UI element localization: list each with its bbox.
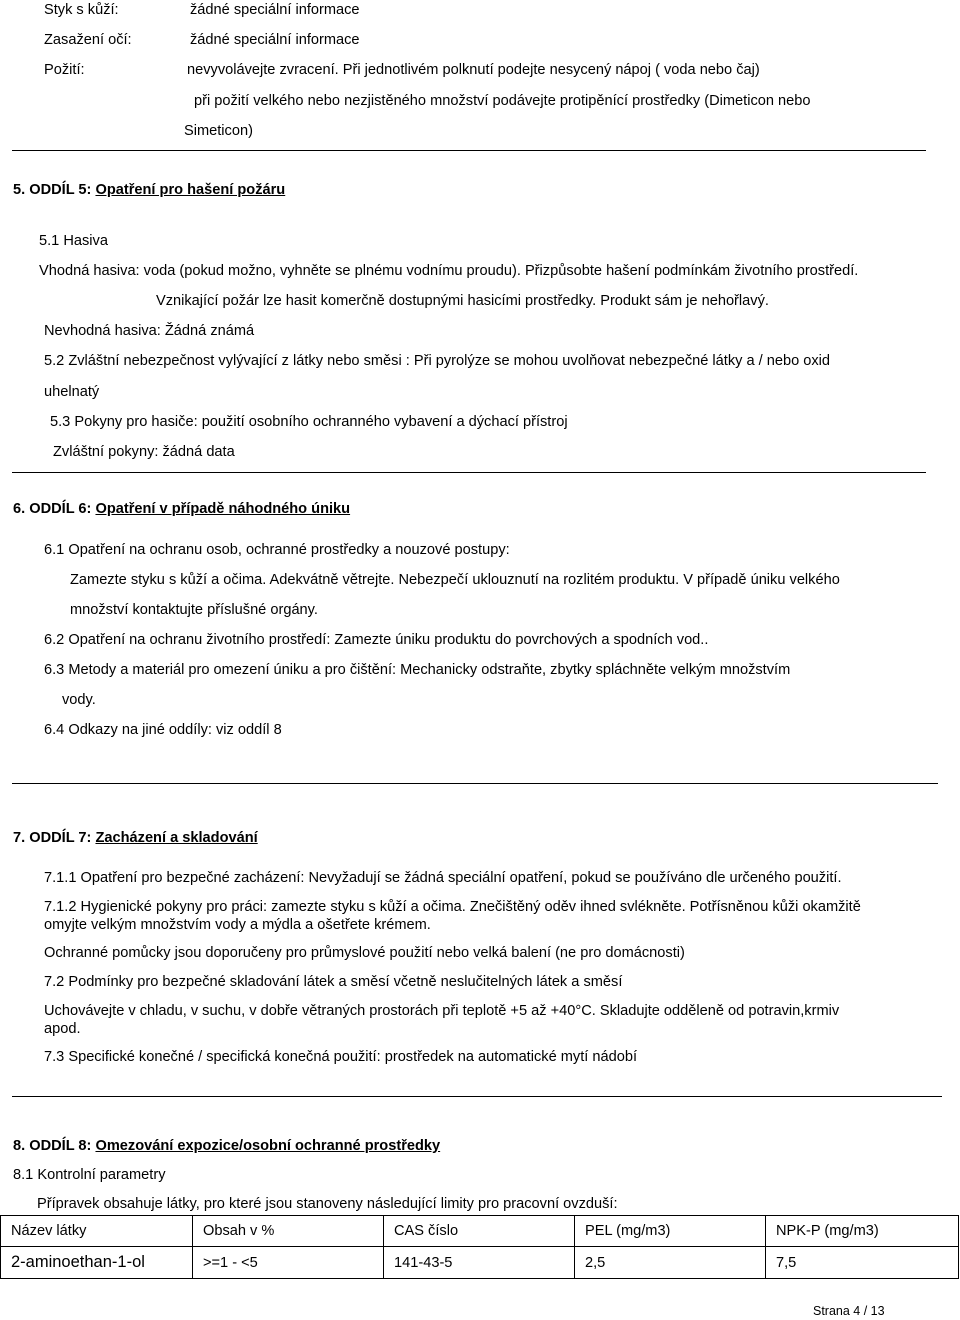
suitable-media-line2: Vznikající požár lze hasit komerčně dostupnými hasicími prostředky. Produkt sám je nehořlavý. — [156, 293, 769, 309]
s73-text: 7.3 Specifické konečné / specifická konečná použití: prostředek na automatické mytí nádobí — [44, 1049, 637, 1065]
s64-text: 6.4 Odkazy na jiné oddíly: viz oddíl 8 — [44, 722, 282, 738]
unsuitable-media: Nevhodná hasiva: Žádná známá — [44, 323, 255, 339]
section6-number: 6. ODDÍL 6: — [13, 501, 92, 517]
section-divider — [12, 472, 926, 473]
table-header-row — [1, 1216, 959, 1247]
header-substance-name: Název látky — [1, 1216, 193, 1247]
ingestion-text-line3: Simeticon) — [184, 123, 253, 139]
s63-text-line2: vody. — [62, 692, 96, 708]
s711-text: 7.1.1 Opatření pro bezpečné zacházení: Nevyžadují se žádná speciální opatření, pokud se používáno dle určeného použití. — [44, 870, 842, 886]
header-pel: PEL (mg/m3) — [575, 1216, 766, 1247]
section-divider — [12, 1096, 942, 1097]
section5-title: Opatření pro hašení požáru — [95, 182, 286, 198]
s62-text: 6.2 Opatření na ochranu životního prostředí: Zamezte úniku produktu do povrchových a spodních vod.. — [44, 632, 709, 648]
s52-line2: uhelnatý — [44, 384, 100, 400]
special-instructions: Zvláštní pokyny: žádná data — [53, 444, 235, 460]
section5-number: 5. ODDÍL 5: — [13, 182, 92, 198]
section-divider — [12, 150, 926, 151]
suitable-media-line1: Vhodná hasiva: voda (pokud možno, vyhněte se plnému vodnímu proudu). Přizpůsobte hašení podmínkám životního prostředí. — [39, 263, 859, 279]
section6-title: Opatření v případě náhodného úniku — [95, 501, 351, 517]
cell-npk-p: 7,5 — [766, 1247, 959, 1279]
s52-line1: 5.2 Zvláštní nebezpečnost vylývající z látky nebo směsi : Při pyrolýze se mohou uvolňovat nebezpečné látky a / nebo oxid — [44, 353, 831, 369]
s61-text-line2: množství kontaktujte příslušné orgány. — [70, 602, 318, 618]
cell-content-percent: >=1 - <5 — [193, 1247, 384, 1279]
page-number: Strana 4 / 13 — [813, 1304, 885, 1318]
eye-contact-label: Zasažení očí: — [44, 32, 132, 48]
ingestion-text-line2: při požití velkého nebo nezjistěného množství podávejte protipěnící prostředky (Dimeticon nebo — [194, 93, 811, 109]
header-content-percent: Obsah v % — [193, 1216, 384, 1247]
s712-text-line2: omyjte velkým množstvím vody a mýdla a ošetřete krémem. — [44, 917, 431, 933]
s53-text: 5.3 Pokyny pro hasiče: použití osobního ochranného vybavení a dýchací přístroj — [50, 414, 568, 430]
section7-title: Zacházení a skladování — [95, 830, 258, 846]
ingestion-label: Požití: — [44, 62, 85, 78]
section7-number: 7. ODDÍL 7: — [13, 830, 92, 846]
limits-intro: Přípravek obsahuje látky, pro které jsou stanoveny následující limity pro pracovní ovzduší: — [37, 1196, 618, 1212]
section8-heading — [13, 1138, 440, 1156]
s61-heading: 6.1 Opatření na ochranu osob, ochranné prostředky a nouzové postupy: — [44, 542, 510, 558]
s712-text-line1: 7.1.2 Hygienické pokyny pro práci: zamezte styku s kůží a očima. Znečištěný oděv ihned svlékněte. Potřísněnou kůži okamžitě — [44, 899, 861, 915]
skin-contact-value: žádné speciální informace — [190, 2, 360, 18]
header-cas-number: CAS číslo — [384, 1216, 575, 1247]
ingestion-text-line1: nevyvolávejte zvracení. Při jednotlivém polknutí podejte nesycený nápoj ( voda nebo čaj) — [187, 62, 760, 78]
s81-heading: 8.1 Kontrolní parametry — [13, 1167, 166, 1183]
s63-text-line1: 6.3 Metody a materiál pro omezení úniku a pro čištění: Mechanicky odstraňte, zbytky spláchněte velkým množstvím — [44, 662, 791, 678]
section8-title: Omezování expozice/osobní ochranné prostředky — [95, 1138, 441, 1154]
s51-heading: 5.1 Hasiva — [39, 233, 108, 249]
storage-text-line1: Uchovávejte v chladu, v suchu, v dobře větraných prostorách při teplotě +5 až +40°C. Skladujte odděleně od potravin,krmiv — [44, 1003, 840, 1019]
cell-pel: 2,5 — [575, 1247, 766, 1279]
protective-equipment: Ochranné pomůcky jsou doporučeny pro průmyslové použití nebo velká balení (ne pro domácnosti) — [44, 945, 685, 961]
section5-heading — [13, 182, 285, 200]
section6-heading — [13, 501, 350, 519]
eye-contact-value: žádné speciální informace — [190, 32, 360, 48]
cell-substance-name: 2-aminoethan-1-ol — [1, 1247, 193, 1279]
section-divider — [12, 783, 938, 784]
storage-text-line2: apod. — [44, 1021, 81, 1037]
section8-number: 8. ODDÍL 8: — [13, 1138, 92, 1154]
cell-cas-number: 141-43-5 — [384, 1247, 575, 1279]
exposure-limits-table — [0, 1215, 959, 1279]
skin-contact-label: Styk s kůží: — [44, 2, 119, 18]
s72-text: 7.2 Podmínky pro bezpečné skladování látek a směsí včetně neslučitelných látek a směsí — [44, 974, 623, 990]
header-npk-p: NPK-P (mg/m3) — [766, 1216, 959, 1247]
table-row — [1, 1247, 959, 1279]
s61-text-line1: Zamezte styku s kůží a očima. Adekvátně větrejte. Nebezpečí uklouznutí na rozlitém produktu. V případě úniku velkého — [70, 572, 840, 588]
section7-heading — [13, 830, 258, 848]
